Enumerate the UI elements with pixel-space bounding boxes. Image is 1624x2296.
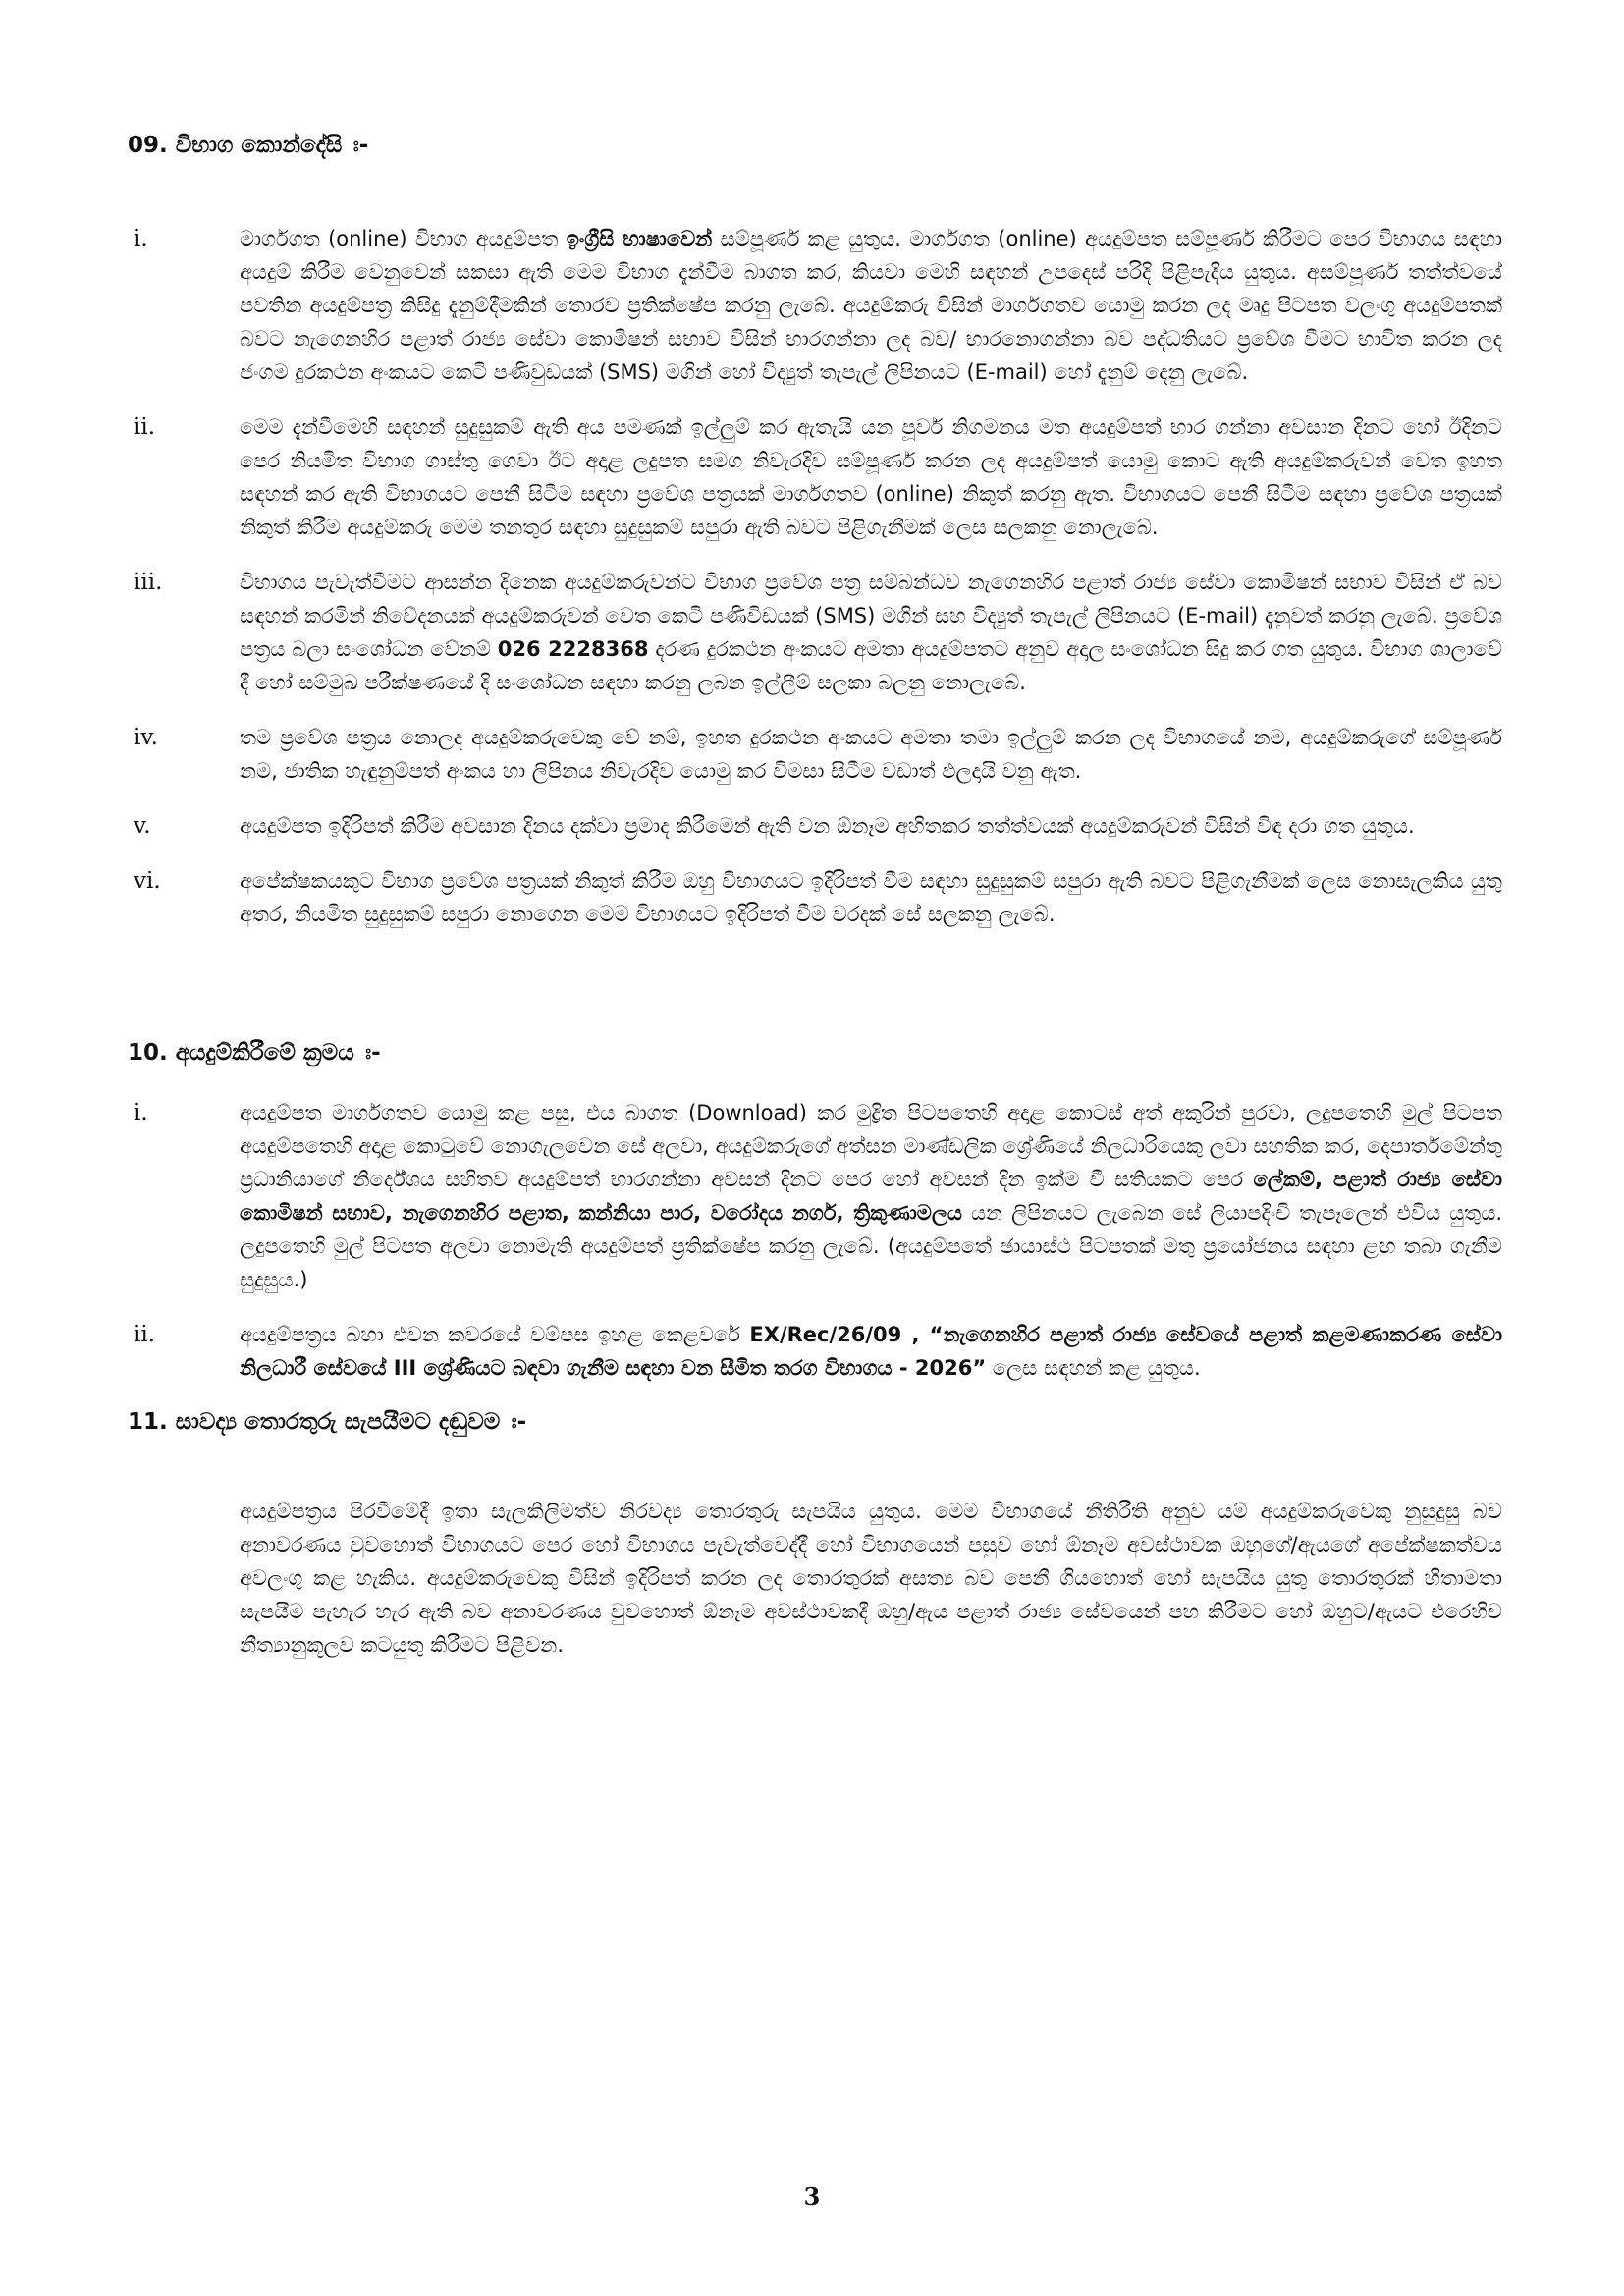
section-11-paragraph: අයදුම්පත්‍රය පිරවීමේදී ඉතා සැලකිලිමත්ව නිරවද්‍ය තොරතුරු සැපයිය යුතුය. මෙම විභාගයේ නීතිරීති අනුව යම් අයදුම්කරුවෙකු නුසුදුසු බව අනාවරණය වුවහොත් විභාගයට පෙර හෝ විභාගය පැවැත්වෙද්දී හෝ විභාගයෙන් පසුව හෝ ඕනෑම අවස්ථාවක ඔහුගේ/ඇයගේ අපේක්ෂකත්වය අවලංගු කළ හැකිය. අයදුම්කරුවෙකු විසින් ඉදිරිපත් කරන ලද තොරතුරක් අසත්‍ය බව පෙනී ගියහොත් හෝ සැපයිය යුතු තොරතුරක් හිතාමතා සැපයීම පැහැර හැර ඇති බව අනාවරණය වුවහොත් ඕනෑම අවස්ථාවකදී ඔහු/ඇය පළාත් රාජ්‍ය සේවයෙන් පහ කිරීමට හෝ ඔහුට/ඇයට එරෙහිව නීත්‍යානුකූලව කටයුතු කිරීමට පිළිවන.	[240, 1500, 1502, 1657]
bold-text: EX/Rec/26/09 , “නැගෙනහිර පළාත් රාජ්‍ය සේවයේ පළාත් කළමණාකරණ සේවා නිලධාරී සේවයේ III ශ්‍රේණියට බඳවා ගැනීම සඳහා වන සීමිත තරග විභාගය - 2026”	[240, 1323, 1502, 1380]
text-run: යන ලිපිනයට ලැබෙන සේ ලියාපදිංචි තැපෑලෙන් එවිය යුතුය. ලදුපතෙහි මුල් පිටපත අලවා නොමැති අයදුම්පත් ප්‍රතික්ෂේප කරනු ලැබේ. (අයදුම්පතේ ඡායාස්ථ පිටපතක් මතු ප්‍රයෝජනය සඳහා ළඟ තබා ගැනීම සුදුසුය.)	[240, 1201, 1502, 1291]
text-run: අපේක්ෂකයකුට විභාග ප්‍රවේශ පත්‍රයක් නිකුත් කිරීම ඔහු විභාගයට ඉදිරිපත් වීම සඳහා සුදුසුකම් සපුරා ඇති බවට පිළිගැනීමක් ලෙස නොසැලකිය යුතු අතර, නියමිත සුදුසුකම් සපුරා නොගෙන මෙම විභාගයට ඉදිරිපත් වීම වරදක් සේ සලකනු ලැබේ.	[240, 869, 1502, 926]
text-run: අයදුම්පත මාර්ගගතව යොමු කළ පසු, එය බාගත (Download) කර මුද්‍රිත පිටපතෙහි අදාළ කොටස් අත් අකුරින් පුරවා, ලදුපතෙහි මුල් පිටපත අයදුම්පතෙහි අදාළ කොටුවේ නොගැලවෙන සේ අලවා, අයදුම්කරුගේ අත්සන මාණ්ඩලික ශ්‍රේණියේ නිලධාරියෙකු ලවා සහතික කර, දෙපාර්තමේන්තු ප්‍රධානියාගේ නිර්දේශය සහිතව අයදුම්පත් භාරගන්නා අවසන් දිනට පෙර හෝ අවසන් දින ඉක්ම වී සතියකට පෙර	[240, 1101, 1502, 1191]
item-number: ii.	[134, 414, 156, 440]
section-09-item	[128, 410, 1502, 544]
item-text	[240, 566, 1502, 699]
section-09-heading: 09. විභාග කොන්දේසි ඃ-	[128, 133, 369, 158]
section-11-heading: 11. සාවද්‍ය තොරතුරු සැපයීමට දඬුවම ඃ-	[128, 1409, 527, 1435]
text-run: දරණ දුරකථන අංකයට අමතා අයදුම්පතට අනුව අදාල සංශෝධන සිදු කර ගත යුතුය. විභාග ශාලාවේ දී හෝ සම්මුඛ පරීක්ෂණයේ දි සංශෝධන සඳහා කරනු ලබන ඉල්ලීම් සලකා බලනු නොලැබේ.	[240, 637, 1502, 694]
bold-text: ලේකම්, පළාත් රාජ්‍ය සේවා කොමිෂන් සභාව, නැගෙනහිර පළාත, කන්නියා පාර, වරෝදය නගර්, ත්‍රිකුණාමලය	[240, 1168, 1502, 1225]
bold-text: 026 2228368	[497, 637, 649, 661]
text-run: අයදුම්පත ඉදිරිපත් කිරීම අවසාන දිනය දක්වා ප්‍රමාද කිරීමෙන් ඇති වන ඕනෑම අහිතකර තත්ත්වයක් අයදුම්කරුවන් විසින් විඳ දරා ගත යුතුය.	[240, 814, 1415, 838]
text-run: සම්පූර්ණ කළ යුතුය. මාර්ගගත (online) අයදුම්පත සම්පූර්ණ කිරීමට පෙර විභාගය සඳහා අයදුම් කිරීම වෙනුවෙන් සකසා ඇති මෙම විභාග දැන්වීම බාගත කර, කියවා මෙහි සඳහන් උපදෙස් පරිදි පිළිපැදිය යුතුය. අසම්පූර්ණ තත්ත්වයේ පවතින අයදුම්පත්‍ර කිසිදු දැනුම්දීමකින් තොරව ප්‍රතික්ෂේප කරනු ලැබේ. අයදුම්කරු විසින් මාර්ගගතව යොමු කරන ලද මෘදු පිටපත වලංගු අයදුම්පතක් බවට නැගෙනහිර පළාත් රාජ්‍ය සේවා කොමිෂන් සභාව විසින් භාරගන්නා ලද බව/ භාරනොගන්නා බව පද්ධතියට ප්‍රවේශ වීමට භාවිත කරන ලද ජංගම දුරකථන අංකයට කෙටි පණිවුඩයක් (SMS) මගින් හෝ විද්‍යුත් තැපැල් ලිපිනයට (E-mail) හෝ දැනුම් දෙනු ලැබේ.	[240, 227, 1503, 384]
section-09-item	[128, 864, 1502, 931]
text-run: මාර්ගගත (online) විභාග අයදුම්පත	[240, 227, 567, 250]
section-10-heading: 10. අයදුම්කිරීමේ ක්‍රමය ඃ-	[128, 1040, 381, 1066]
item-number: i.	[134, 226, 148, 251]
item-number: iii.	[134, 570, 163, 595]
text-run: මෙම දැන්වීමෙහි සඳහන් සුදුසුකම් ඇති අය පමණක් ඉල්ලුම් කර ඇතැයි යන පූර්ව නිගමනය මත අයදුම්පත් භාර ගන්නා අවසාන දිනට හෝ ඊදිනට පෙර නියමිත විභාග ගාස්තු ගෙවා ඊට අදාළ ලදුපත සමග නිවැරදිව සම්පූර්ණ කරන ලද අයදුම්පත් යොමු කොට ඇති අයදුම්කරුවන් වෙත ඉහත සඳහන් කර ඇති විභාගයට පෙනී සිටීම සඳහා ප්‍රවේශ පත්‍රයක් මාර්ගගතව (online) නිකුත් කරනු ඇත. විභාගයට පෙනී සිටීම සඳහා ප්‍රවේශ පත්‍රයක් නිකුත් කිරීම අයදුම්කරු මෙම තනතුර සඳහා සුදුසුකම් සපුරා ඇති බවට පිළිගැනීමක් ලෙස සලකනු නොලැබේ.	[240, 415, 1502, 539]
section-10-item	[128, 1096, 1502, 1296]
section-09-list	[128, 222, 1502, 931]
text-run: විභාගය පැවැත්වීමට ආසන්න දිනෙක අයදුම්කරුවන්ට විභාග ප්‍රවේශ පත්‍ර සම්බන්ධව නැගෙනහිර පළාත් රාජ්‍ය සේවා කොමිෂන් සභාව විසින් ඒ බව සඳහන් කරමින් නිවේදනයක් අයදුම්කරුවන් වෙත කෙටි පණිවිඩයක් (SMS) මගින් සහ විද්‍යුත් තැපැල් ලිපිනයට (E-mail) දැනුවත් කරනු ලැබේ. ප්‍රවේශ පත්‍රය බලා සංශෝධන වේනම්	[240, 571, 1502, 661]
page-number: 3	[803, 2182, 821, 2211]
item-text	[240, 809, 1502, 843]
text-run: අයදුම්පත්‍රය බහා එවන කවරයේ වම්පස ඉහළ කෙළවරේ	[240, 1323, 750, 1346]
text-run: තම ප්‍රවේශ පත්‍රය නොලද අයදුම්කරුවෙකු වේ නම්, ඉහත දුරකථන අංකයට අමතා තමා ඉල්ලුම් කරන ලද විභාගයේ නම, අයදුම්කරුගේ සම්පූර්ණ නම, ජාතික හැඳුනුම්පත් අංකය හා ලිපිනය නිවැරදිව යොමු කර විමසා සිටීම වඩාත් ඵලදායි වනු ඇත.	[240, 726, 1502, 783]
page-content	[128, 130, 1502, 1662]
section-10-item	[128, 1318, 1502, 1385]
text-run: ලෙස සඳහන් කළ යුතුය.	[986, 1356, 1201, 1380]
section-09-item	[128, 566, 1502, 699]
item-number: i.	[134, 1100, 148, 1125]
item-text	[240, 864, 1502, 931]
section-09-item	[128, 809, 1502, 843]
section-09-item	[128, 222, 1502, 389]
item-text	[240, 222, 1502, 389]
item-text	[240, 410, 1502, 544]
section-09-item	[128, 721, 1502, 788]
item-number: iv.	[134, 725, 158, 750]
item-text	[240, 721, 1502, 788]
item-number: ii.	[134, 1322, 156, 1347]
section-10-list	[128, 1096, 1502, 1385]
item-text	[240, 1318, 1502, 1385]
item-number: vi.	[134, 868, 161, 894]
item-text	[240, 1096, 1502, 1296]
item-number: v.	[134, 813, 151, 839]
bold-text: ඉංග්‍රීසි භාෂාවෙන්	[566, 227, 713, 250]
